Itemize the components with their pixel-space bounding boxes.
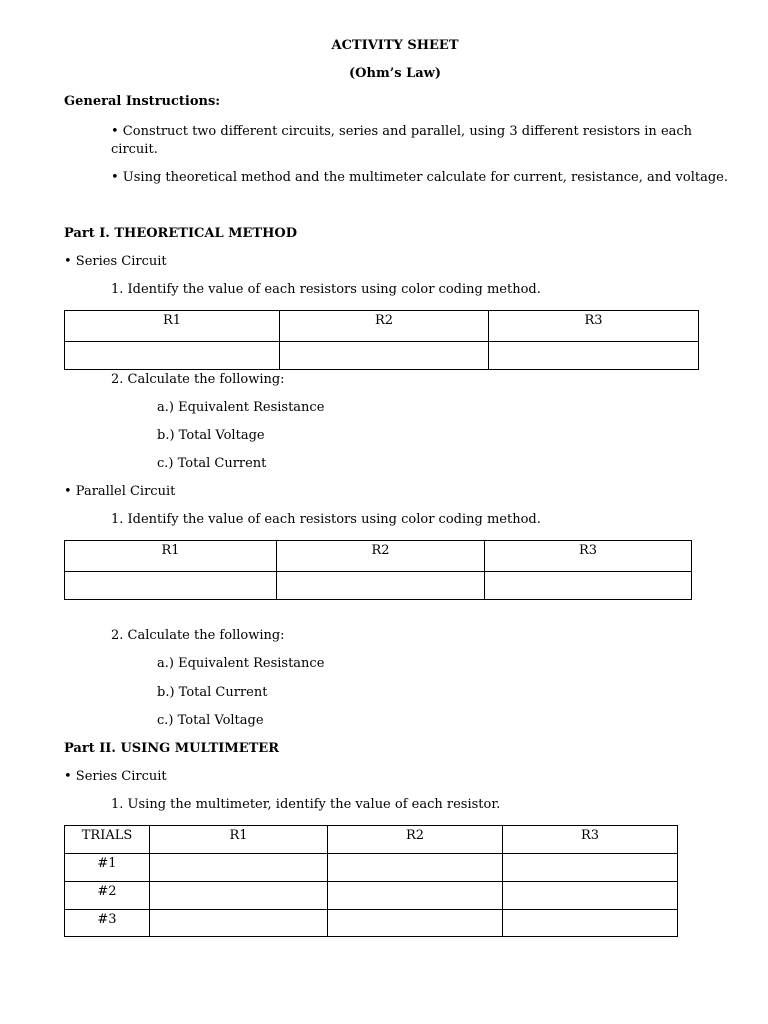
table-header-row [65,311,699,342]
part2-heading: Part II. USING MULTIMETER [64,741,280,756]
page-title: ACTIVITY SHEET [331,38,459,53]
table-row [65,854,678,882]
part1-parallel-resistor-table [64,540,692,600]
instruction-bullet-2: • Using theoretical method and the multimeter calculate for current, resistance, and voltage. [111,170,729,185]
table-blank-cell [150,854,328,882]
table-header-cell: R1 [65,311,280,342]
table-header-row [65,541,692,572]
table-header-cell: R2 [280,311,489,342]
trial-label-cell: #3 [65,910,150,937]
table-row [65,910,678,937]
part1-series-resistor-table [64,310,699,370]
part1-series-label: • Series Circuit [64,254,167,269]
table-row [65,882,678,910]
table-row [65,342,699,370]
table-header-cell: R1 [150,826,328,854]
part1-series-step1: 1. Identify the value of each resistors using color coding method. [111,282,541,297]
table-header-cell: TRIALS [65,826,150,854]
table-header-cell: R3 [489,311,699,342]
trial-label-cell: #2 [65,882,150,910]
part2-trials-table [64,825,678,937]
general-instructions-heading: General Instructions: [64,94,221,109]
part2-series-step1: 1. Using the multimeter, identify the value of each resistor. [111,797,501,812]
part2-series-label: • Series Circuit [64,769,167,784]
table-blank-cell [328,882,503,910]
part1-parallel-label: • Parallel Circuit [64,484,176,499]
table-blank-cell [503,882,678,910]
part1-series-item-b: b.) Total Voltage [157,428,265,443]
table-blank-cell [65,342,280,370]
page-subtitle: (Ohm’s Law) [349,66,441,81]
part1-parallel-step1: 1. Identify the value of each resistors using color coding method. [111,512,541,527]
table-blank-cell [503,854,678,882]
part1-parallel-item-c: c.) Total Voltage [157,713,264,728]
table-blank-cell [485,572,692,600]
part1-parallel-item-b: b.) Total Current [157,685,268,700]
table-blank-cell [65,572,277,600]
part1-heading: Part I. THEORETICAL METHOD [64,226,297,241]
table-blank-cell [150,910,328,937]
table-header-cell: R2 [328,826,503,854]
instruction-bullet-1: • Construct two different circuits, series and parallel, using 3 different resistors in each circuit. [111,124,693,157]
table-blank-cell [489,342,699,370]
part1-series-step2: 2. Calculate the following: [111,372,285,387]
table-blank-cell [150,882,328,910]
table-header-cell: R1 [65,541,277,572]
table-blank-cell [277,572,485,600]
table-row [65,572,692,600]
table-blank-cell [280,342,489,370]
table-blank-cell [328,910,503,937]
table-blank-cell [328,854,503,882]
table-header-row [65,826,678,854]
part1-parallel-item-a: a.) Equivalent Resistance [157,656,325,671]
part1-series-item-a: a.) Equivalent Resistance [157,400,325,415]
part1-series-item-c: c.) Total Current [157,456,267,471]
table-blank-cell [503,910,678,937]
table-header-cell: R2 [277,541,485,572]
table-header-cell: R3 [503,826,678,854]
part1-parallel-step2: 2. Calculate the following: [111,628,285,643]
table-header-cell: R3 [485,541,692,572]
trial-label-cell: #1 [65,854,150,882]
